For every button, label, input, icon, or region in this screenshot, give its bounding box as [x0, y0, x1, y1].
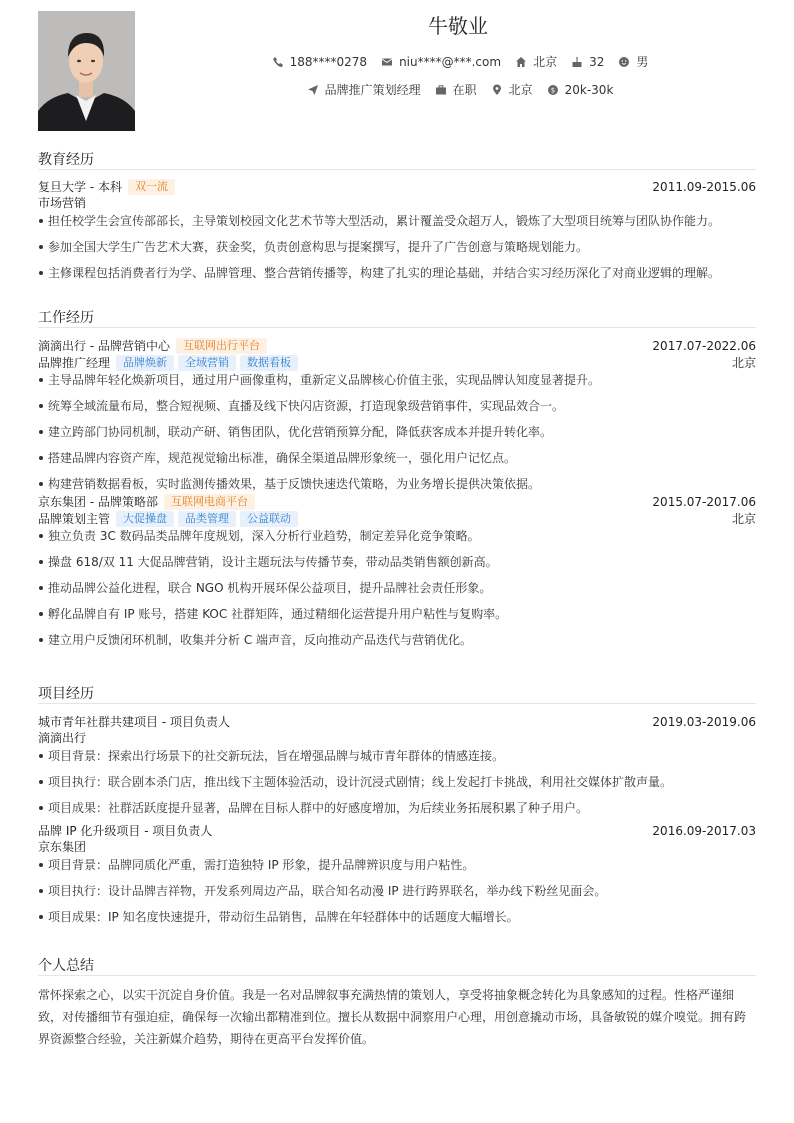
- list-item: 担任校学生会宣传部部长，主导策划校园文化艺术节等大型活动，累计覆盖受众超万人，锻炼了大型项目统筹与团队协作能力。: [38, 213, 756, 239]
- contact-info: [180, 53, 740, 70]
- list-item: 项目执行：设计品牌吉祥物，开发系列周边产品，联合知名动漫 IP 进行跨界联名，举办线下粉丝见面会。: [38, 883, 756, 909]
- company-dept: 京东集团 - 品牌策略部: [38, 495, 158, 509]
- work-location: 北京: [731, 356, 756, 370]
- section-title: 工作经历: [38, 308, 756, 328]
- send-icon: [307, 84, 319, 96]
- briefcase-icon: [435, 84, 447, 96]
- job-title: 品牌推广经理: [38, 356, 111, 370]
- work-section: [38, 308, 756, 658]
- avatar: [38, 11, 135, 131]
- company-dept: 滴滴出行 - 品牌营销中心: [38, 339, 170, 353]
- home-icon: [515, 56, 527, 68]
- work-header: [38, 337, 756, 354]
- work-period: 2015.07-2017.06: [652, 494, 756, 509]
- summary-text: 常怀探索之心，以实干沉淀自身价值。我是一名对品牌叙事充满热情的策划人，享受将抽象概念转化为具象感知的过程。性格严谨细致，对传播细节有强迫症，确保每一次输出都精准到位。擅长从数据中洞察用户心理，用创意撬动市场，具备敏锐的媒介嗅觉。拥有跨界资源整合经验，关注新媒介趋势，期待在更高平台发挥价值。: [38, 988, 747, 1046]
- project-bullets: [38, 748, 756, 822]
- skill-tag: 公益联动: [240, 511, 298, 527]
- city-text: 北京: [533, 55, 558, 69]
- project-header: [38, 713, 756, 730]
- list-item: 建立用户反馈闭环机制，收集并分析 C 端声音，反向推动产品迭代与营销优化。: [38, 632, 756, 658]
- project-header: [38, 822, 756, 839]
- project-name-role: 城市青年社群共建项目 - 项目负责人: [38, 715, 230, 729]
- face-icon: [618, 56, 630, 68]
- list-item: 项目背景：探索出行场景下的社交新玩法，旨在增强品牌与城市青年群体的情感连接。: [38, 748, 756, 774]
- list-item: 项目执行：联合剧本杀门店，推出线下主题体验活动，设计沉浸式剧情；线上发起打卡挑战，利用社交媒体扩散声量。: [38, 774, 756, 800]
- gender-item: [618, 53, 648, 70]
- skill-tag: 大促操盘: [116, 511, 174, 527]
- position-text: 品牌推广策划经理: [324, 83, 421, 97]
- list-item: 独立负责 3C 数码品类品牌年度规划，深入分析行业趋势，制定差异化竞争策略。: [38, 528, 756, 554]
- project-name-role: 品牌 IP 化升级项目 - 项目负责人: [38, 824, 213, 838]
- job-intention: [180, 81, 740, 98]
- list-item: 搭建品牌内容资产库，规范视觉输出标准，确保全渠道品牌形象统一，强化用户记忆点。: [38, 450, 756, 476]
- target-city-text: 北京: [508, 83, 533, 97]
- list-item: 项目成果：社群活跃度提升显著，品牌在目标人群中的好感度增加，为后续业务拓展积累了种子用户。: [38, 800, 756, 822]
- skill-tags: [116, 355, 298, 371]
- list-item: 项目成果：IP 知名度快速提升，带动衍生品销售，品牌在年轻群体中的话题度大幅增长。: [38, 909, 756, 935]
- company-tag: 互联网电商平台: [164, 494, 255, 510]
- list-item: 统筹全域流量布局，整合短视频、直播及线下快闪店资源，打造现象级营销事件，实现品效合一。: [38, 398, 756, 424]
- list-item: 项目背景：品牌同质化严重，需打造独特 IP 形象，提升品牌辨识度与用户粘性。: [38, 857, 756, 883]
- list-item: 操盘 618/双 11 大促品牌营销，设计主题玩法与传播节奏，带动品类销售额创新高。: [38, 554, 756, 580]
- summary-section: [38, 956, 756, 1050]
- work-entry: [38, 493, 756, 658]
- skill-tag: 品类管理: [178, 511, 236, 527]
- section-title: 个人总结: [38, 956, 756, 976]
- list-item: 构建营销数据看板，实时监测传播效果，基于反馈快速迭代策略，为业务增长提供决策依据。: [38, 476, 756, 493]
- education-header: [38, 178, 756, 195]
- salary-text: 20k-30k: [564, 82, 614, 97]
- email-item: [381, 55, 501, 69]
- section-title: 教育经历: [38, 150, 756, 170]
- target-city-item: [491, 81, 533, 98]
- projects-section: [38, 684, 756, 935]
- city-item: [515, 53, 557, 70]
- salary-item: [547, 83, 614, 97]
- education-major: 市场营销: [38, 196, 87, 210]
- work-location: 北京: [731, 512, 756, 526]
- svg-text:$: $: [550, 86, 555, 94]
- project-entry: [38, 713, 756, 822]
- list-item: 建立跨部门协同机制，联动产研、销售团队，优化营销预算分配，降低获客成本并提升转化率。: [38, 424, 756, 450]
- mail-icon: [381, 56, 393, 68]
- project-entry: [38, 822, 756, 935]
- candidate-name: 牛敬业: [428, 14, 488, 38]
- education-period: 2011.09-2015.06: [652, 179, 756, 194]
- list-item: 参加全国大学生广告艺术大赛，获金奖，负责创意构思与提案撰写，提升了广告创意与策略规划能力。: [38, 239, 756, 265]
- section-title: 项目经历: [38, 684, 756, 704]
- list-item: 孵化品牌自有 IP 账号，搭建 KOC 社群矩阵，通过精细化运营提升用户粘性与复购率。: [38, 606, 756, 632]
- list-item: 推动品牌公益化进程，联合 NGO 机构开展环保公益项目，提升品牌社会责任形象。: [38, 580, 756, 606]
- status-text: 在职: [452, 83, 477, 97]
- position-item: [307, 81, 421, 98]
- work-bullets: [38, 528, 756, 658]
- skill-tag: 全域营销: [178, 355, 236, 371]
- project-period: 2016.09-2017.03: [652, 823, 756, 838]
- skill-tags: [116, 511, 298, 527]
- status-item: [435, 81, 477, 98]
- phone-icon: [272, 56, 284, 68]
- gender-text: 男: [636, 55, 649, 69]
- education-bullets: [38, 213, 756, 291]
- phone-item: [272, 55, 367, 69]
- job-title: 品牌策划主管: [38, 512, 111, 526]
- work-header: [38, 493, 756, 510]
- work-title-row: [38, 354, 756, 371]
- work-title-row: [38, 510, 756, 527]
- company-tag: 互联网出行平台: [176, 338, 267, 354]
- money-icon: [547, 84, 559, 96]
- location-pin-icon: [491, 84, 503, 96]
- education-section: [38, 150, 756, 291]
- cake-icon: [571, 56, 583, 68]
- school-tag: 双一流: [128, 179, 175, 195]
- skill-tag: 品牌焕新: [116, 355, 174, 371]
- school-degree: 复旦大学 - 本科: [38, 180, 122, 194]
- phone-text: 188****0278: [289, 54, 368, 69]
- work-bullets: [38, 372, 756, 493]
- age-text: 32: [589, 54, 605, 69]
- work-period: 2017.07-2022.06: [652, 338, 756, 353]
- age-item: [571, 55, 604, 69]
- skill-tag: 数据看板: [240, 355, 298, 371]
- email-text: niu****@***.com: [399, 54, 502, 69]
- project-bullets: [38, 857, 756, 935]
- work-entry: [38, 337, 756, 493]
- list-item: 主修课程包括消费者行为学、品牌管理、整合营销传播等，构建了扎实的理论基础，并结合实习经历深化了对商业逻辑的理解。: [38, 265, 756, 291]
- list-item: 主导品牌年轻化焕新项目，通过用户画像重构，重新定义品牌核心价值主张，实现品牌认知度显著提升。: [38, 372, 756, 398]
- project-period: 2019.03-2019.06: [652, 714, 756, 729]
- project-org: 滴滴出行: [38, 731, 87, 745]
- project-org: 京东集团: [38, 840, 87, 854]
